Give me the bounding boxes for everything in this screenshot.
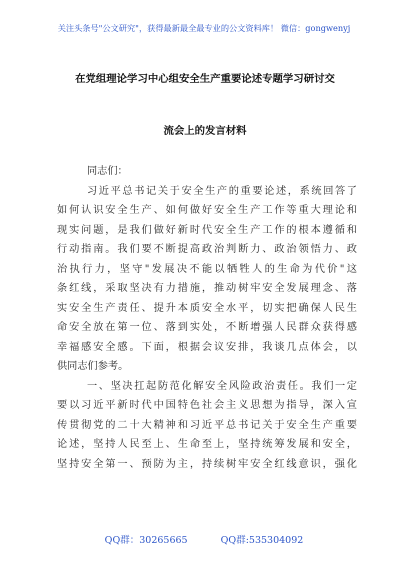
document-body	[57, 162, 357, 474]
paragraph-1-line: 条红线，采取坚决有力措施，推动树牢安全发展理念、落	[57, 283, 357, 294]
salutation: 同志们：	[87, 166, 128, 177]
paragraph-2-line: 要以习近平新时代中国特色社会主义思想为指导，深入宣	[57, 400, 357, 411]
paragraph-1-line: 幸福感安全感。下面，根据会议安排，我谈几点体会，以	[57, 341, 357, 353]
footer-qq-groups	[0, 535, 408, 547]
paragraph-1-line: 行动指南。我们要不断提高政治判断力、政治领悟力、政	[57, 244, 357, 255]
paragraph-2-line: 传贯彻党的二十大精神和习近平总书记关于安全生产重要	[57, 419, 357, 431]
paragraph-1-line: 供同志们参考。	[57, 361, 129, 372]
footer-qq-group-2: QQ群:535304092	[220, 535, 304, 546]
document-title-line-2: 流会上的发言材料	[163, 125, 247, 137]
paragraph-1-line: 现实问题，是我们做好新时代安全生产工作的根本遵循和	[57, 224, 357, 236]
paragraph-1-line: 习近平总书记关于安全生产的重要论述，系统回答了	[87, 185, 357, 197]
paragraph-1-line: 如何认识安全生产、如何做好安全生产工作等重大理论和	[57, 205, 357, 216]
paragraph-2-line: 论述，坚持人民至上、生命至上，坚持统筹发展和安全，	[57, 439, 357, 450]
paragraph-1-line: 实安全生产责任、提升本质安全水平，切实把确保人民生	[57, 302, 357, 314]
document-title-line-1: 在党组理论学习中心组安全生产重要论述专题学习研讨交	[75, 73, 335, 85]
footer-qq-group-1: QQ群：30265665	[104, 535, 188, 546]
header-promo-note: 关注头条号"公文研究"，获得最新最全最专业的公文资料库！ 微信：gongwenyj	[57, 23, 351, 33]
paragraph-2-line: 坚持安全第一、预防为主，持续树牢安全红线意识，强化	[57, 458, 357, 470]
paragraph-1-line: 命安全放在第一位、落到实处，不断增强人民群众获得感	[57, 322, 357, 333]
paragraph-1-line: 治执行力，坚守"发展决不能以牺牲人的生命为代价"这	[57, 263, 357, 275]
paragraph-2-line: 一、坚决扛起防范化解安全风险政治责任。我们一定	[87, 380, 357, 392]
